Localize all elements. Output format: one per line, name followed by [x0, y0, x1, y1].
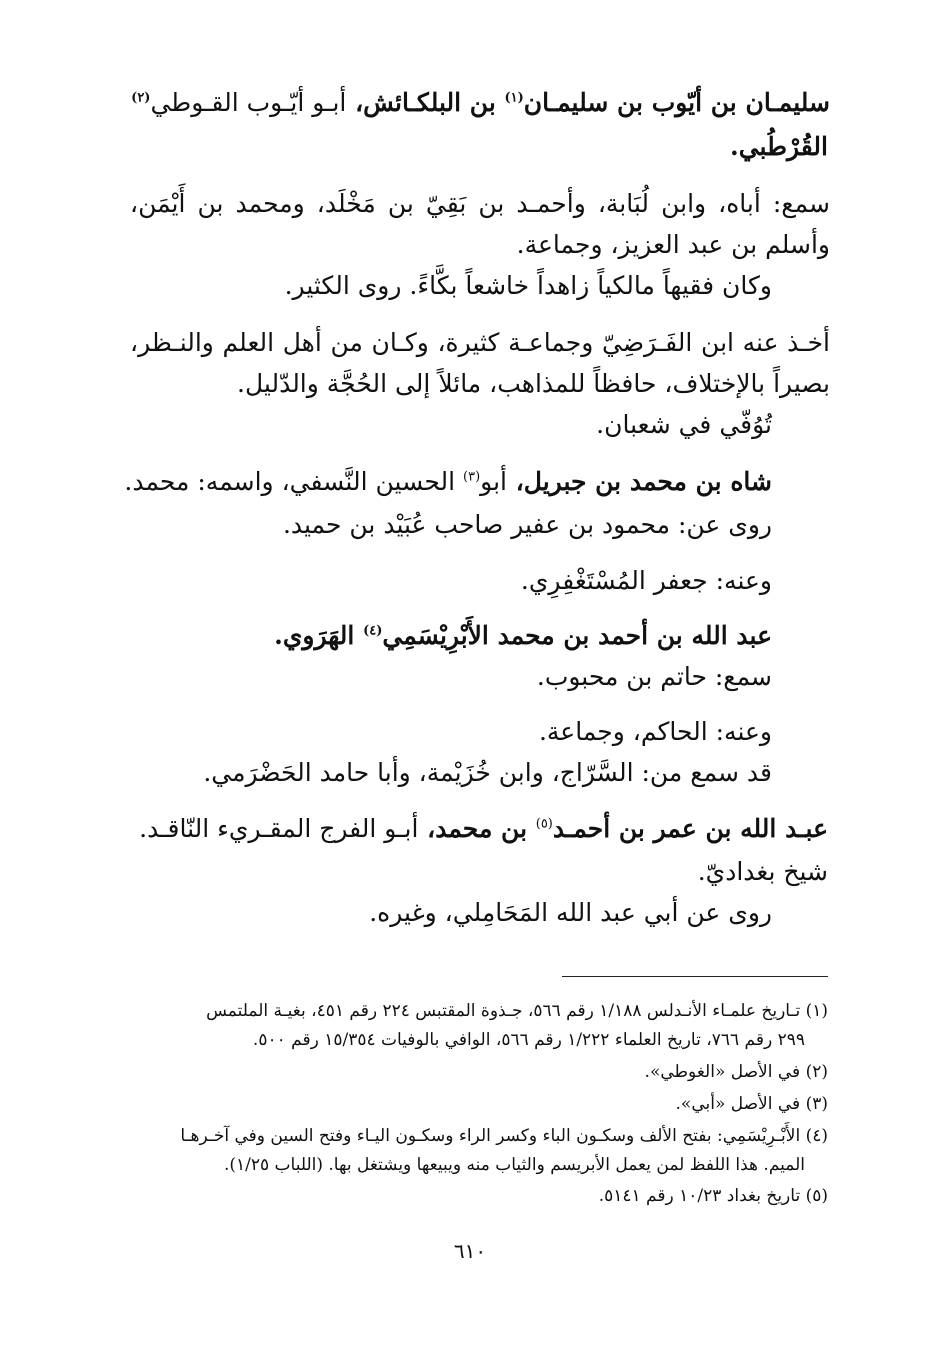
entry-name: سليمـان بن أيّوب بن سليمـان [523, 88, 830, 117]
entry-name-part: بن محمد، [418, 814, 536, 843]
entry-name-part: الهَرَوي. [274, 621, 364, 650]
entry-kunya: أبـو الفرج المقـريء النّاقـد. [139, 814, 419, 843]
entry-heading [274, 619, 772, 653]
text-line: وأسلم بن عبد العزيز، وجماعة. [516, 230, 830, 259]
footnote-separator [562, 976, 828, 977]
footnote-cont: الميم. هذا اللفظ لمن يعمل الأبريسم والثياب منه ويبيعها ويشتغل بها. (اللباب ١/٢٥). [223, 1155, 805, 1175]
entry-name: شاه بن محمد بن جبريل، [506, 467, 772, 496]
entry-kunya: أبـو أيّـوب القـوطي [150, 88, 347, 117]
footnote: (١) تـاريخ علمـاء الأنـدلس ١/١٨٨ رقم ٥٦٦، جـذوة المقتبس ٢٢٤ رقم ٤٥١، بغيـة الملتمس [206, 1001, 828, 1021]
footnote-ref: (٢) [131, 90, 151, 106]
text-line: أخـذ عنه ابن الفَـرَضِيّ وجماعـة كثيرة، وكـان من أهل العلم والنـظر، [130, 328, 830, 357]
entry-name: عبد الله بن أحمد بن محمد الأَبْرِيْسَمِي [382, 621, 772, 650]
text-line: وكان فقيهاً مالكياً زاهداً خاشعاً بكَّاءً. روى الكثير. [284, 271, 772, 300]
entry-name-part: بن البلكـائش، [346, 88, 505, 117]
footnote: (٥) تاريخ بغداد ١٠/٢٣ رقم ٥١٤١. [598, 1186, 828, 1206]
entry-heading [124, 465, 772, 499]
footnote-ref: (١) [504, 90, 524, 106]
entry-heading-cont: القُرْطُبي. [730, 132, 828, 161]
text-line: وعنه: جعفر المُسْتَغْفِرِي. [520, 566, 772, 595]
footnote-ref: (٥) [535, 816, 553, 832]
footnote: (٢) في الأصل «الغوطي». [644, 1062, 828, 1082]
entry-kunya-rest: الحسين النَّسفي، واسمه: محمد. [124, 467, 464, 496]
text-line: تُوُفّي في شعبان. [596, 410, 772, 439]
footnote-ref: (٣) [463, 469, 481, 485]
text-line: روى عن: محمود بن عفير صاحب عُبَيْد بن حميد. [282, 510, 772, 539]
entry-heading [139, 812, 828, 846]
page-number: ٦١٠ [453, 1239, 487, 1263]
entry-heading [131, 86, 830, 120]
text-line: سمع: حاتم بن محبوب. [536, 662, 772, 691]
text-line: شيخ بغداديّ. [697, 857, 828, 886]
text-line: روى عن أبي عبد الله المَحَامِلي، وغيره. [369, 898, 772, 927]
text-line: قد سمع من: السَّرّاج، وابن خُزَيْمة، وأبا حامد الحَضْرَمي. [203, 758, 772, 787]
text-line: وعنه: الحاكم، وجماعة. [538, 717, 772, 746]
entry-name: عبـد الله بن عمر بن أحمـد [552, 814, 828, 843]
footnote-ref: (٤) [363, 623, 383, 639]
text-line: بصيراً بالإختلاف، حافظاً للمذاهب، مائلاً إلى الحُجَّة والدّليل. [237, 369, 830, 398]
footnote: (٣) في الأصل «أبي». [675, 1094, 828, 1114]
entry-kunya: أبو [480, 467, 507, 496]
text-line: سمع: أباه، وابن لُبَابة، وأحمـد بن بَقِيّ بن مَخْلَد، ومحمد بن أَيْمَن، [130, 189, 830, 218]
footnote: (٤) الأَبْـرِيْسَمِي: بفتح الألف وسكـون الباء وكسر الراء وسكـون اليـاء وفتح السين وفي آخـرهـا [180, 1126, 828, 1146]
footnote-cont: ٢٩٩ رقم ٧٦٦، تاريخ العلماء ١/٢٢٢ رقم ٥٦٦، الوافي بالوفيات ١٥/٣٥٤ رقم ٥٠٠. [252, 1030, 805, 1050]
